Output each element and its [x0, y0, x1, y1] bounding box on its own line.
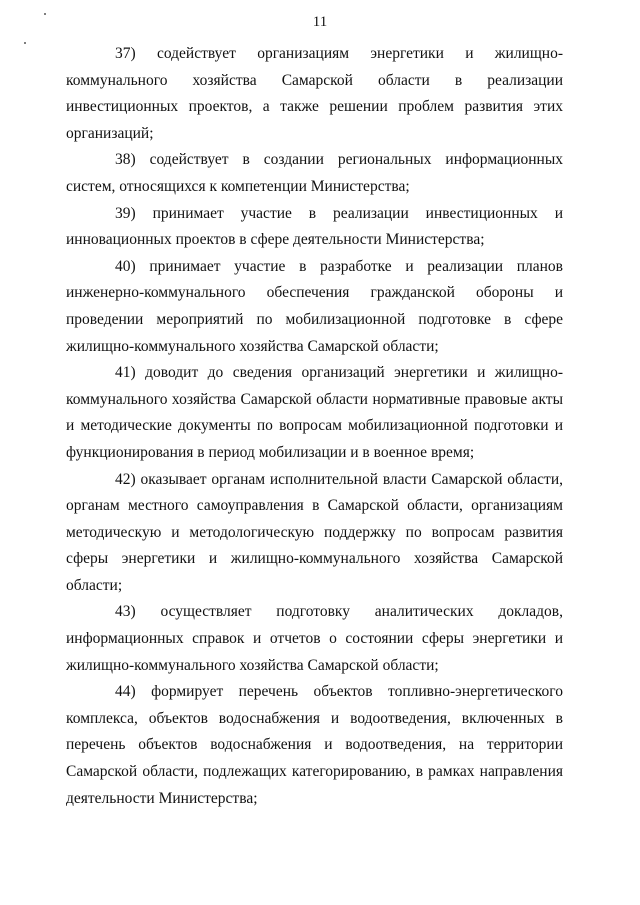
- scan-speck-left: [24, 42, 26, 44]
- paragraph-item-42: 42) оказывает органам исполнительной власти Самарской области, органам местного самоуправления в Самарской области, организациям методическую и методологическую поддержку по вопросам развития сферы энергетики и жилищно-коммунального хозяйства Самарской области;: [66, 470, 563, 594]
- paragraph-item-37: 37) содействует организациям энергетики и жилищно-коммунального хозяйства Самарской области в реализации инвестиционных проектов, а также решении проблем развития этих организаций;: [66, 45, 563, 142]
- paragraph-item-38: 38) содействует в создании региональных информационных систем, относящихся к компетенции Министерства;: [66, 151, 563, 195]
- document-body: [66, 41, 563, 812]
- paragraph-item-44: 44) формирует перечень объектов топливно-энергетического комплекса, объектов водоснабжения и водоотведения, включенных в перечень объектов водоснабжения и водоотведения, на территории Самарской области, подлежащих категорированию, в рамках направления деятельности Министерства;: [66, 683, 563, 807]
- paragraph-item-41: 41) доводит до сведения организаций энергетики и жилищно-коммунального хозяйства Самарской области нормативные правовые акты и методические документы по вопросам мобилизационной подготовки и функционирования в период мобилизации и в военное время;: [66, 364, 563, 461]
- page-number: 11: [312, 14, 328, 30]
- paragraph-item-39: 39) принимает участие в реализации инвестиционных и инновационных проектов в сфере деятельности Министерства;: [66, 204, 563, 249]
- paragraph-item-40: 40) принимает участие в разработке и реализации планов инженерно-коммунального обеспечения гражданской обороны и проведении мероприятий по мобилизационной подготовке в сфере жилищно-коммунального хозяйства Самарской области;: [66, 257, 563, 355]
- paragraph-item-43: 43) осуществляет подготовку аналитических докладов, информационных справок и отчетов о состоянии сферы энергетики и жилищно-коммунального хозяйства Самарской области;: [66, 603, 563, 674]
